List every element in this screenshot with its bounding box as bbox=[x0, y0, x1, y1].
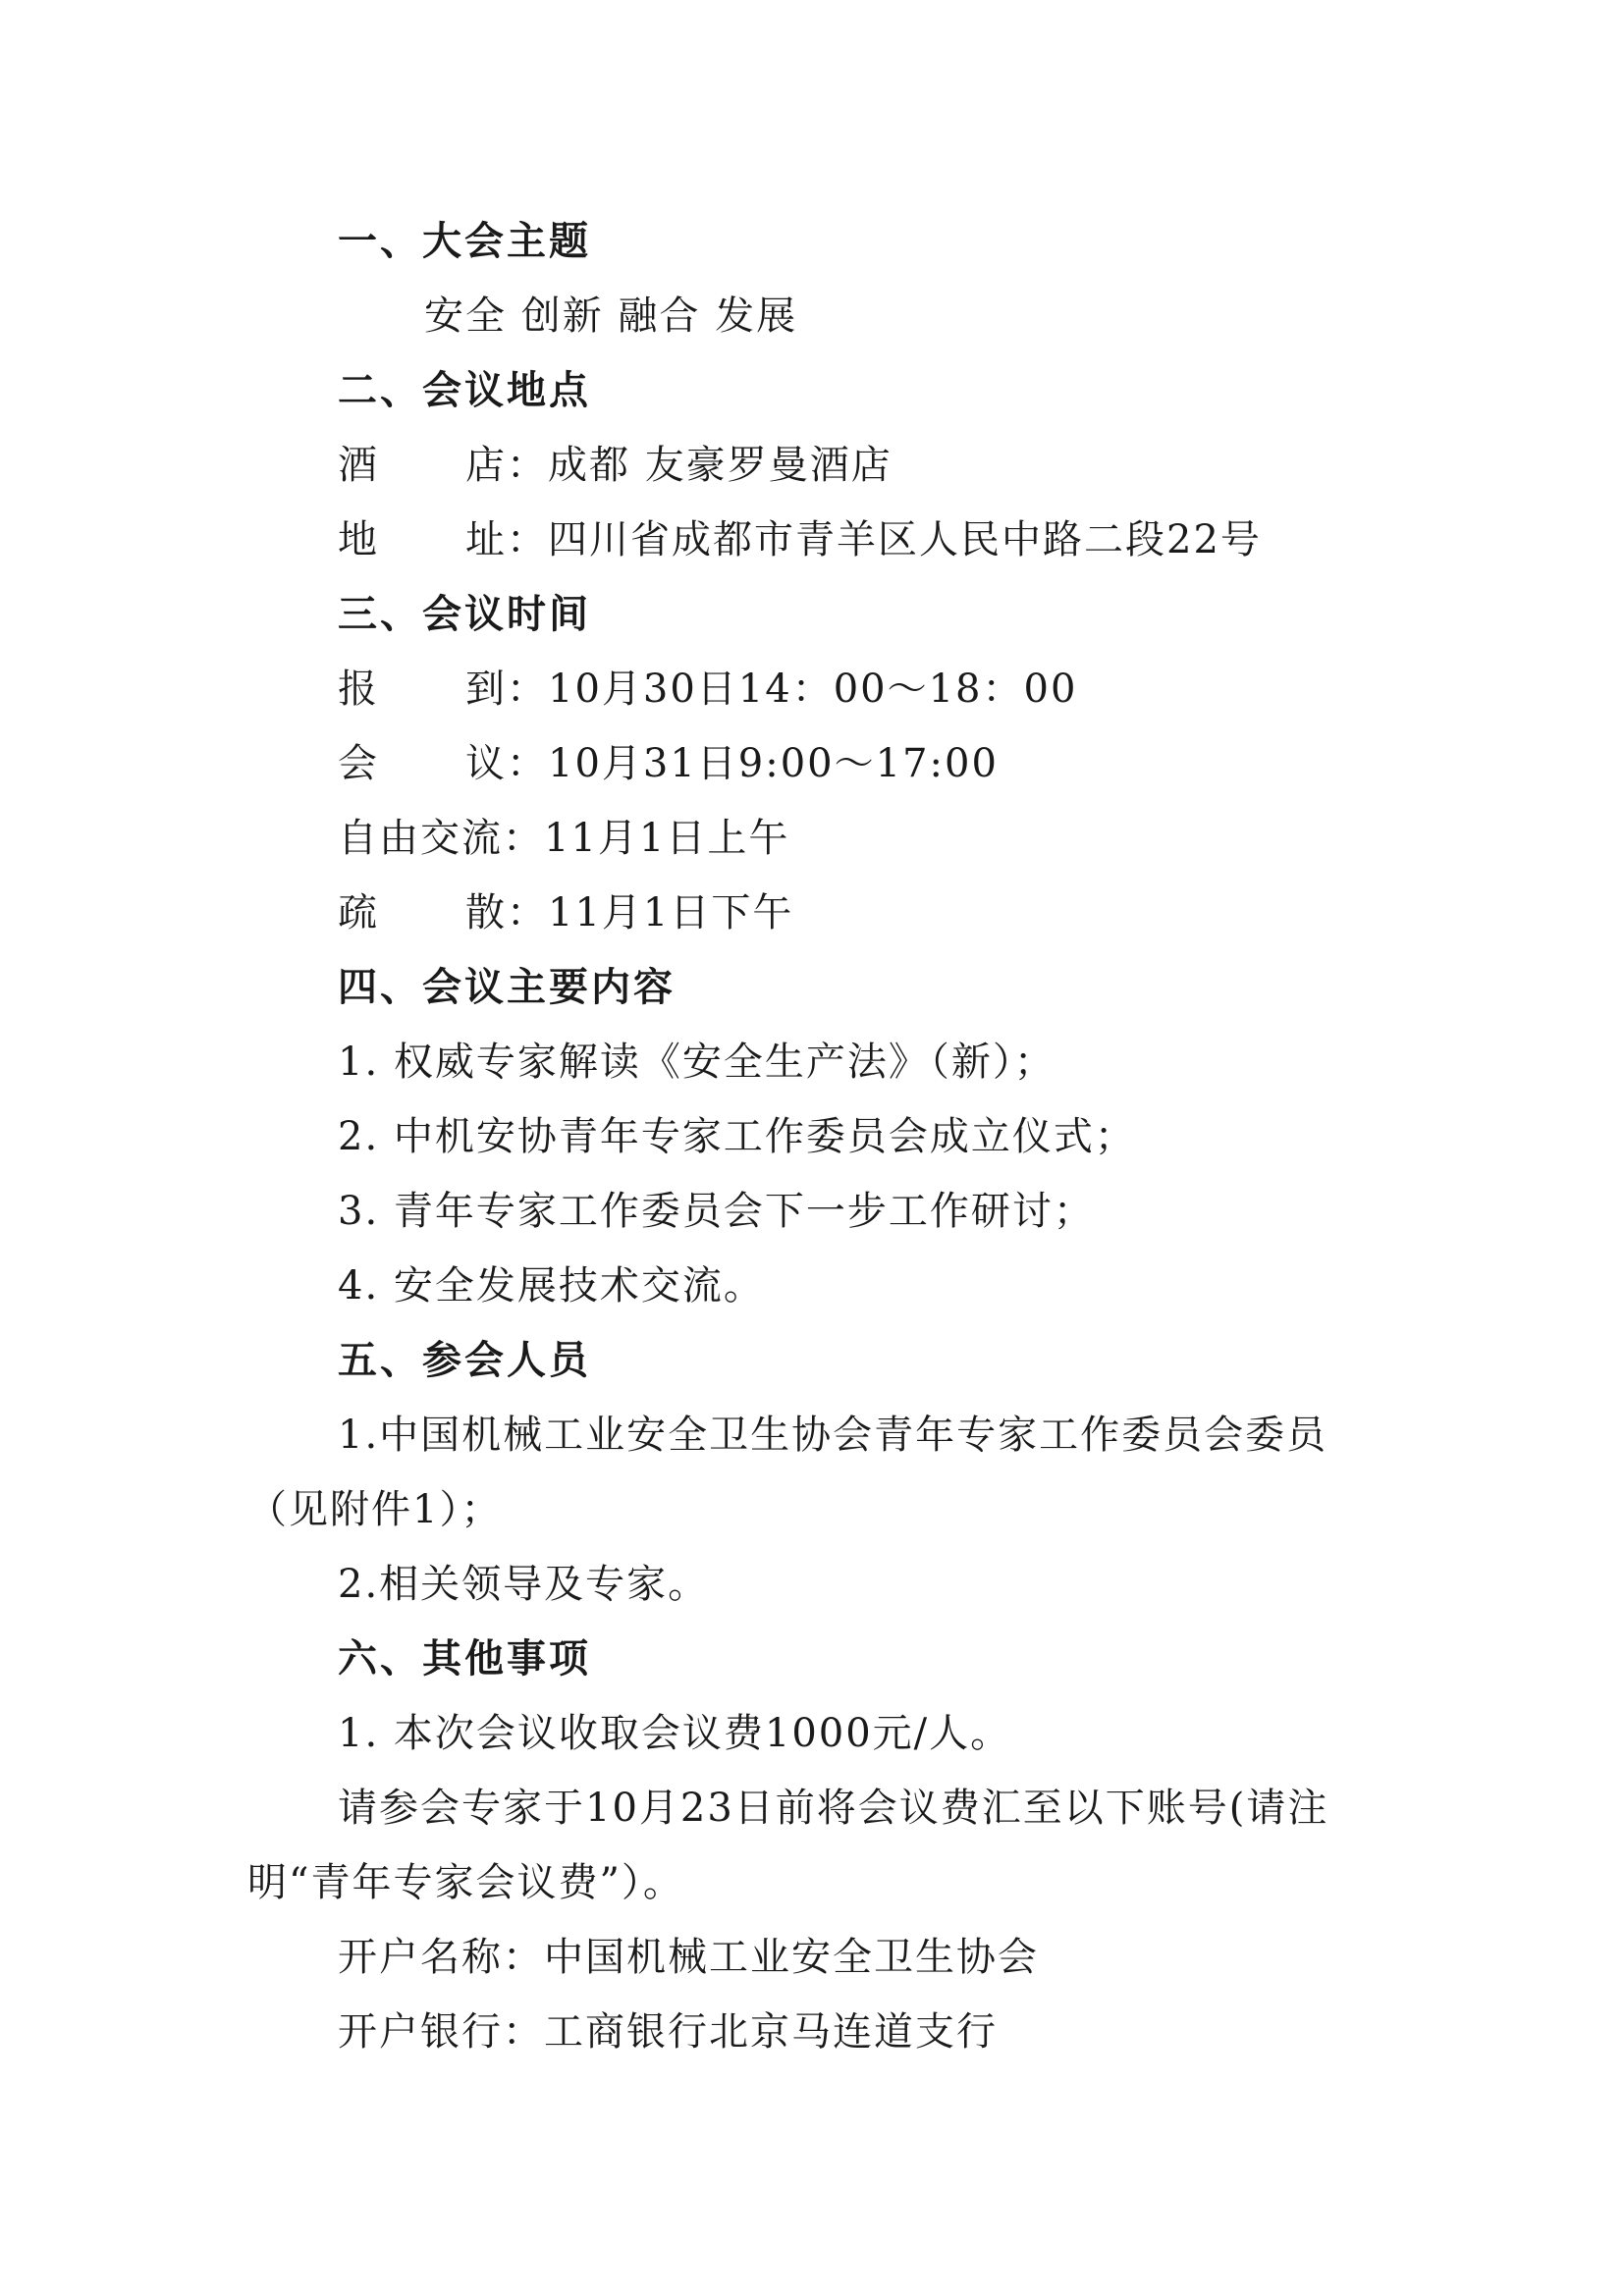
hotel-value: 成都 友豪罗曼酒店 bbox=[548, 443, 893, 488]
section-heading-attendees: 五、参会人员 bbox=[338, 1338, 591, 1383]
content-item-1: 1. 权威专家解读《安全生产法》（新）； bbox=[338, 1040, 1056, 1085]
checkin-label-first-char: 报 bbox=[338, 667, 379, 712]
checkin-label-second-char: 到： bbox=[465, 667, 548, 712]
depart-value: 11月1日下午 bbox=[548, 890, 794, 935]
content-item-4: 4. 安全发展技术交流。 bbox=[338, 1263, 765, 1308]
meeting-label-second-char: 议： bbox=[465, 741, 548, 786]
payment-text-line-1: 请参会专家于10月23日前将会议费汇至以下账号(请注 bbox=[338, 1786, 1329, 1831]
depart-label-second-char: 散： bbox=[465, 890, 548, 935]
content-item-2: 2. 中机安协青年专家工作委员会成立仪式； bbox=[338, 1114, 1136, 1159]
address-value: 四川省成都市青羊区人民中路二段22号 bbox=[548, 517, 1262, 562]
meeting-value: 10月31日9:00～17:00 bbox=[548, 741, 999, 786]
exchange-value: 11月1日上午 bbox=[544, 816, 790, 861]
address-label-second-char: 址： bbox=[465, 517, 548, 562]
account-bank: 开户银行：工商银行北京马连道支行 bbox=[338, 2009, 998, 2055]
attendees-item-1-line-1: 1.中国机械工业安全卫生协会青年专家工作委员会委员 bbox=[338, 1413, 1328, 1458]
attendees-item-2: 2.相关领导及专家。 bbox=[338, 1562, 710, 1607]
theme-text: 安全 创新 融合 发展 bbox=[424, 294, 798, 339]
address-row bbox=[338, 514, 1262, 565]
exchange-row bbox=[338, 813, 789, 864]
content-item-3: 3. 青年专家工作委员会下一步工作研讨； bbox=[338, 1189, 1095, 1234]
section-heading-other: 六、其他事项 bbox=[338, 1636, 591, 1682]
depart-row bbox=[338, 887, 793, 938]
attendees-item-1-line-2: （见附件1）； bbox=[247, 1487, 503, 1532]
checkin-value: 10月30日14：00～18：00 bbox=[548, 667, 1078, 712]
hotel-label-first-char: 酒 bbox=[338, 443, 379, 488]
address-label-first-char: 地 bbox=[338, 517, 379, 562]
section-heading-location: 二、会议地点 bbox=[338, 368, 591, 413]
section-heading-time: 三、会议时间 bbox=[338, 592, 591, 637]
meeting-label-first-char: 会 bbox=[338, 741, 379, 786]
section-heading-theme: 一、大会主题 bbox=[338, 219, 591, 264]
hotel-label-second-char: 店： bbox=[465, 443, 548, 488]
depart-label-first-char: 疏 bbox=[338, 890, 379, 935]
fee-text: 1. 本次会议收取会议费1000元/人。 bbox=[338, 1711, 1012, 1756]
meeting-row bbox=[338, 738, 999, 789]
hotel-row bbox=[338, 440, 893, 491]
payment-text-line-2: 明“青年专家会议费”）。 bbox=[247, 1860, 684, 1905]
exchange-label: 自由交流： bbox=[338, 816, 544, 861]
account-name: 开户名称：中国机械工业安全卫生协会 bbox=[338, 1935, 1039, 1980]
section-heading-content: 四、会议主要内容 bbox=[338, 965, 676, 1010]
checkin-row bbox=[338, 664, 1077, 715]
